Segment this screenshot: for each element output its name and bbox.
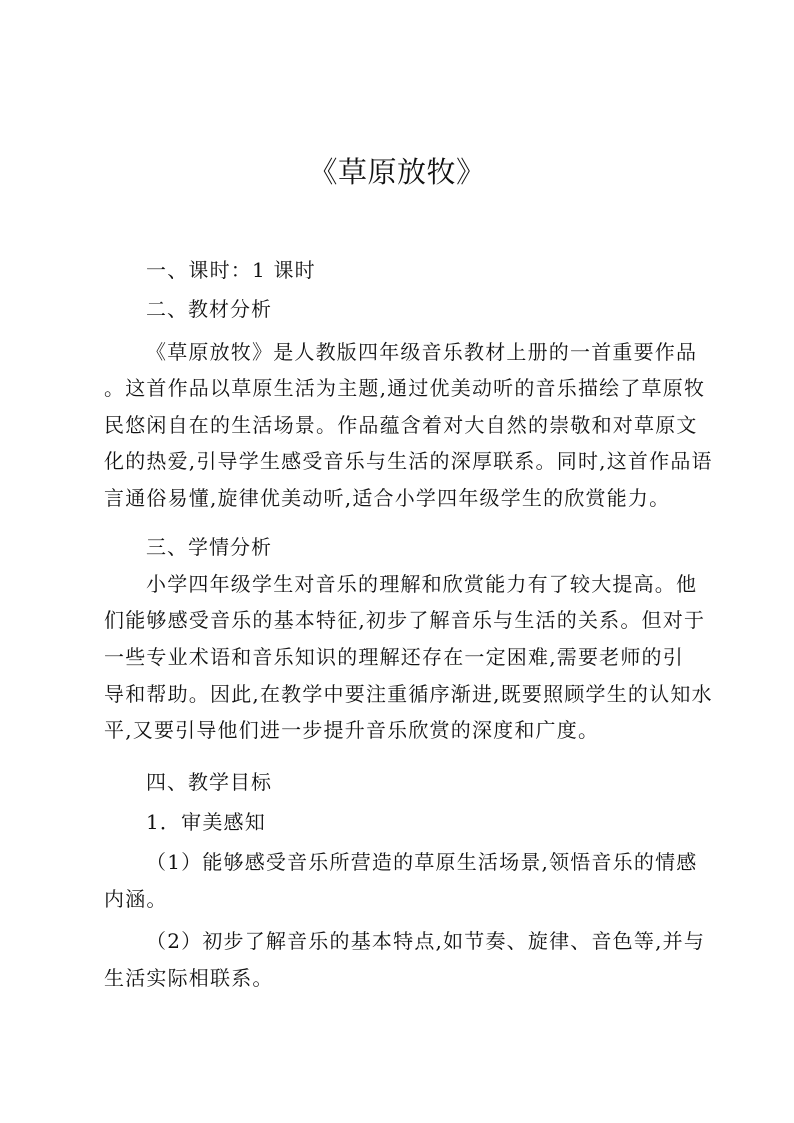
goal-item-1-line-1: （1）能够感受音乐所营造的草原生活场景,领悟音乐的情感 [146, 850, 698, 874]
section-class-hours: 一、课时：1 课时 [146, 258, 316, 282]
section-heading-textbook-analysis: 二、教材分析 [146, 297, 272, 321]
paragraph-students-line-4: 导和帮助。因此,在教学中要注重循序渐进,既要照顾学生的认知水 [104, 682, 713, 706]
paragraph-students-line-3: 一些专业术语和音乐知识的理解还存在一定困难,需要老师的引 [104, 645, 684, 669]
goal-heading-aesthetic-perception: 1．审美感知 [146, 810, 266, 834]
paragraph-textbook-line-2: 。这首作品以草原生活为主题,通过优美动听的音乐描绘了草原牧 [104, 376, 706, 400]
paragraph-textbook-line-5: 言通俗易懂,旋律优美动听,适合小学四年级学生的欣赏能力。 [104, 486, 671, 510]
document-title: 《草原放牧》 [308, 155, 486, 189]
paragraph-textbook-line-4: 化的热爱,引导学生感受音乐与生活的深厚联系。同时,这首作品语 [104, 449, 713, 473]
paragraph-textbook-line-3: 民悠闲自在的生活场景。作品蕴含着对大自然的崇敬和对草原文 [104, 413, 698, 437]
section-heading-student-analysis: 三、学情分析 [146, 535, 272, 559]
paragraph-students-line-2: 们能够感受音乐的基本特征,初步了解音乐与生活的关系。但对于 [104, 608, 706, 632]
goal-item-2-line-2: 生活实际相联系。 [104, 966, 274, 990]
section-heading-teaching-goals: 四、教学目标 [146, 770, 272, 794]
goal-item-2-line-1: （2）初步了解音乐的基本特点,如节奏、旋律、音色等,并与 [146, 929, 706, 953]
paragraph-students-line-1: 小学四年级学生对音乐的理解和欣赏能力有了较大提高。他 [146, 572, 698, 596]
goal-item-1-line-2: 内涵。 [104, 887, 168, 911]
paragraph-students-line-5: 平,又要引导他们进一步提升音乐欣赏的深度和广度。 [104, 718, 600, 742]
paragraph-textbook-line-1: 《草原放牧》是人教版四年级音乐教材上册的一首重要作品 [146, 340, 698, 364]
